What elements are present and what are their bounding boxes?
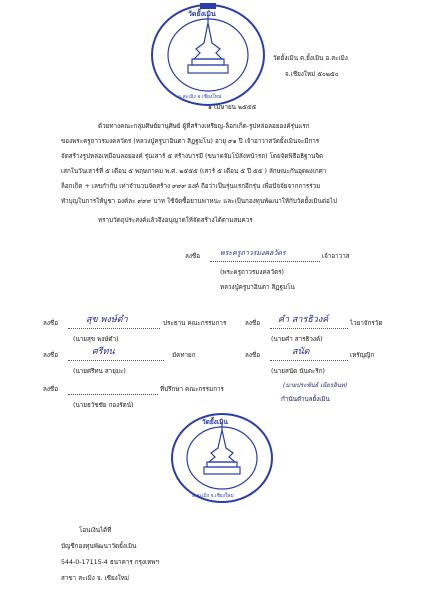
steward-role: มัคทายก bbox=[172, 352, 196, 359]
seal-top-bottom-text: อ.สะเมิง จ.เชียงใหม่ bbox=[178, 94, 222, 100]
footer-line-3: 544-0-17115-4 ธนาคาร กรุงเทพฯ bbox=[61, 559, 159, 566]
chair-role: ประธาน คณะกรรมการ bbox=[163, 320, 227, 327]
address-line-2: จ.เชียงใหม่ ๕๐๒๕๐ bbox=[285, 71, 339, 78]
vaiya-name: (นายคำ สารธิวงค์) bbox=[271, 336, 323, 343]
body-line-1: ด้วยทางคณะกลุ่มศิษย์ยานุศิษย์ ผู้ที่สร้างเหรียญ-ล็อกเก็ต-รูปหล่อลอยองค์รุ่นแรก bbox=[98, 123, 310, 130]
footer-line-4: สาขา สะเมิง จ. เชียงใหม่ bbox=[61, 575, 130, 582]
steward-sign-line bbox=[68, 352, 164, 361]
seal-bottom-title: วัดยั้งเมิน bbox=[202, 418, 228, 426]
temple-seal-bottom bbox=[170, 412, 274, 504]
chair-name: (นายสุข พงษ์ดำ) bbox=[73, 336, 119, 343]
chair-signature: สุข พงษ์ดำ bbox=[86, 315, 128, 325]
seal-bottom-bottom-text: อ.สะเมิง จ.เชียงใหม่ bbox=[192, 494, 234, 499]
body-line-6: ทำบุญในการให้บูชา องค์ละ ๙๙๙ บาท ใช้จัดซื้อยานพาหนะ และเป็นกองทุนพัฒนาให้กับวัดยั้งเมินต่อไป bbox=[61, 198, 337, 205]
advisor-sign-line bbox=[68, 386, 158, 395]
body-line-4: เสกในวันเสาร์ที่ ๕ เดือน ๕ พฤษภาคม พ.ศ. ๒๕๕๕ (เสาร์ ๕ เดือน ๕ ปี ๕๕ ) ลักษณะกันอุดผงเกศา bbox=[61, 168, 327, 175]
vaiya-role: ไวยาจักรวัด bbox=[350, 320, 383, 327]
seal-top-title: วัดยั้งเมิน bbox=[188, 10, 216, 18]
address-line-1: วัดยั้งเมิน ต.ยั้งเมิน อ.สะเมิง bbox=[273, 55, 348, 62]
body-line-5: ล็อกเก็ต + เลขกำกับ เท่าจำนวนจัดสร้าง ๙๙๙ องค์ ถือว่าเป็นรุ่นแรกอีกรุ่น เพื่อปัจจัยจากการร่วม bbox=[61, 183, 321, 190]
abbot-sign-label: ลงชื่อ bbox=[185, 253, 200, 260]
treasurer-role: เหรัญญิก bbox=[350, 352, 375, 359]
treasurer-name: (นายสนัด นันตะริก) bbox=[271, 368, 325, 375]
vaiya-sign-label: ลงชื่อ bbox=[245, 320, 260, 327]
vaiya-signature: คำ สารธิวงค์ bbox=[278, 315, 329, 325]
abbot-role: เจ้าอาวาส bbox=[322, 253, 350, 260]
abbot-name-1: (พระครูถาวรมงคลวัตร) bbox=[220, 269, 284, 276]
temple-seal-top bbox=[150, 3, 266, 107]
treasurer-sign-label: ลงชื่อ bbox=[245, 352, 260, 359]
abbot-signature: พระครูถาวรมงคลวัตร bbox=[220, 249, 286, 257]
document-date: ๑ เมษายน ๒๕๕๕ bbox=[208, 104, 257, 111]
steward-signature: ศรีทน bbox=[92, 347, 115, 357]
steward-sign-label: ลงชื่อ bbox=[43, 352, 58, 359]
abbot-name-2: หลวงปู่ครูบาอินตา สิฏฐมโน bbox=[220, 284, 295, 291]
stamp-signature-text: (นายประพันธ์ เนียรอินท) bbox=[283, 382, 348, 389]
advisor-name: (นายธวัชชัย กองรัตน์) bbox=[73, 402, 134, 409]
footer-line-1: โอนเงินได้ที่ bbox=[79, 527, 112, 534]
advisor-role: ที่ปรึกษา คณะกรรมการ bbox=[160, 386, 224, 393]
treasurer-signature: สนัด bbox=[292, 347, 310, 357]
body-line-3: จัดสร้างรูปหล่อเหมือนลอยองค์ รุ่นเสาร์ ๕ สร้างบารมี (ขนาดจัมโบ้ลั่งหน้ารถ) โดยจัดพิธีอธิฐานจิต bbox=[61, 153, 324, 160]
steward-name: (นายศรีทน สายุมะ) bbox=[73, 368, 126, 375]
chair-sign-label: ลงชื่อ bbox=[43, 320, 58, 327]
body-line-7: ทราบวัตถุประสงค์แล้วจึงอนุญาตให้จัดสร้างได้ตามสมควร bbox=[98, 217, 253, 224]
body-line-2: ของพระครูถาวรมงคลวัตร (หลวงปู่ครูบาอินตา สิฏฐมโน) อายุ ๙๑ ปี เจ้าอาวาสวัดยั้งเมินจะมีการ bbox=[61, 138, 320, 145]
advisor-sign-label: ลงชื่อ bbox=[43, 386, 58, 393]
stamp-role: กำนันตำบลยั้งเมิน bbox=[281, 396, 330, 403]
footer-line-2: บัญชีกองทุนพัฒนาวัดยั้งเมิน bbox=[61, 543, 137, 550]
